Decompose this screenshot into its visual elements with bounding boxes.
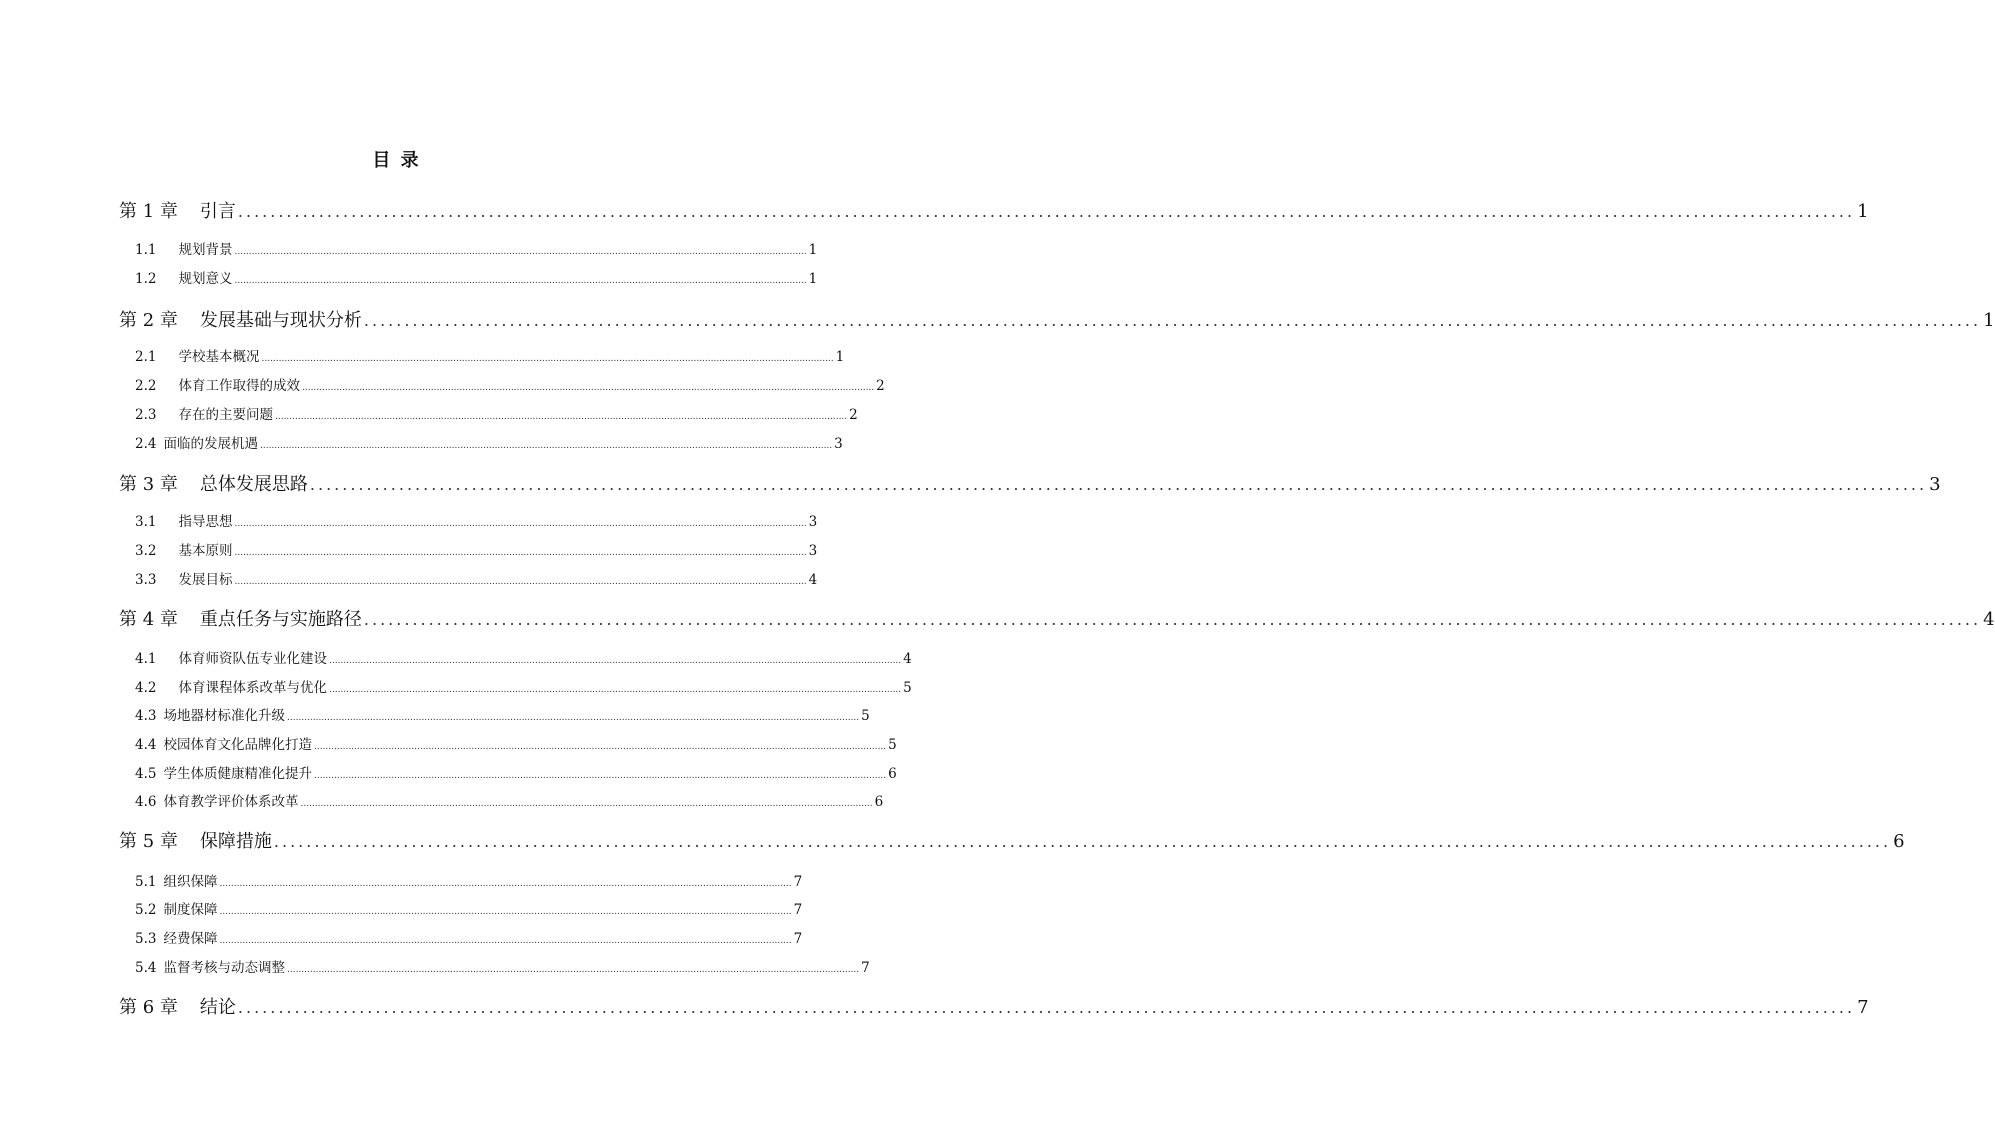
toc-title: 目 录 (372, 150, 421, 171)
toc-entry-page-number: 5 (903, 680, 912, 696)
toc-entry-title: 引言 (199, 201, 236, 222)
toc-entry-page-number: 7 (793, 874, 803, 890)
toc-section-entry[interactable] (135, 374, 885, 394)
toc-chapter-entry[interactable] (119, 470, 1941, 496)
toc-leader-dots: ........................................................................................................................................................................................................ (363, 311, 1982, 330)
toc-entry-number: 第 1 章 (119, 201, 178, 222)
toc-leader-dots: ........................................................................................................................................................................................................ (301, 383, 875, 393)
toc-entry-title: 规划意义 (178, 271, 233, 287)
toc-section-entry[interactable] (135, 432, 843, 452)
toc-section-entry[interactable] (135, 647, 912, 667)
toc-entry-page-number: 4 (1983, 609, 1995, 630)
toc-leader-dots: ........................................................................................................................................................................................................ (363, 610, 1982, 629)
toc-entry-number: 1.2 (135, 271, 157, 287)
toc-entry-page-number: 3 (808, 543, 818, 559)
toc-entry-page-number: 1 (835, 349, 845, 365)
toc-entry-number: 第 4 章 (119, 609, 178, 630)
toc-section-entry[interactable] (135, 539, 818, 559)
toc-entry-title: 校园体育文化品牌化打造 (163, 737, 312, 753)
toc-section-entry[interactable] (135, 403, 858, 423)
toc-leader-dots: ........................................................................................................................................................................................................ (313, 742, 887, 752)
toc-entry-number: 4.5 (135, 766, 157, 782)
toc-chapter-entry[interactable] (119, 197, 1869, 223)
toc-entry-title: 规划背景 (178, 242, 233, 258)
toc-chapter-entry[interactable] (119, 306, 1995, 332)
toc-section-entry[interactable] (135, 676, 912, 696)
toc-entry-number: 4.2 (135, 680, 157, 696)
toc-leader-dots: ........................................................................................................................................................................................................ (274, 412, 848, 422)
toc-entry-title: 学校基本概况 (178, 349, 260, 365)
toc-entry-title: 经费保障 (163, 931, 218, 947)
toc-leader-dots: ........................................................................................................................................................................................................ (237, 998, 1856, 1017)
toc-entry-page-number: 7 (861, 960, 870, 976)
toc-leader-dots: ........................................................................................................................................................................................................ (313, 771, 887, 781)
toc-entry-number: 4.4 (135, 737, 157, 753)
toc-leader-dots: ........................................................................................................................................................................................................ (273, 832, 1892, 851)
toc-entry-page-number: 7 (793, 931, 803, 947)
toc-leader-dots: ........................................................................................................................................................................................................ (234, 519, 807, 529)
toc-entry-title: 体育教学评价体系改革 (163, 794, 299, 810)
toc-section-entry[interactable] (135, 733, 897, 753)
toc-leader-dots: ........................................................................................................................................................................................................ (309, 475, 1928, 494)
toc-entry-page-number: 2 (849, 407, 858, 423)
toc-section-entry[interactable] (135, 568, 818, 588)
toc-chapter-entry[interactable] (119, 993, 1869, 1019)
toc-entry-page-number: 3 (834, 436, 843, 452)
toc-section-entry[interactable] (135, 510, 818, 530)
toc-entry-title: 面临的发展机遇 (163, 436, 258, 452)
toc-entry-number: 第 2 章 (119, 310, 178, 331)
toc-entry-title: 监督考核与动态调整 (163, 960, 285, 976)
toc-section-entry[interactable] (135, 238, 818, 258)
toc-entry-page-number: 1 (1983, 310, 1995, 331)
toc-entry-title: 总体发展思路 (199, 474, 308, 495)
toc-entry-title: 组织保障 (163, 874, 218, 890)
toc-entry-number: 4.6 (135, 794, 157, 810)
toc-entry-page-number: 1 (808, 242, 818, 258)
toc-entry-number: 5.3 (135, 931, 157, 947)
toc-entry-number: 第 6 章 (119, 997, 178, 1018)
toc-section-entry[interactable] (135, 790, 884, 810)
toc-entry-page-number: 2 (876, 378, 885, 394)
toc-leader-dots: ........................................................................................................................................................................................................ (219, 936, 792, 946)
toc-entry-page-number: 3 (808, 514, 818, 530)
toc-leader-dots: ........................................................................................................................................................................................................ (300, 799, 873, 809)
toc-leader-dots: ........................................................................................................................................................................................................ (234, 548, 807, 558)
toc-entry-number: 5.4 (135, 960, 157, 976)
toc-entry-page-number: 4 (808, 572, 818, 588)
toc-leader-dots: ........................................................................................................................................................................................................ (234, 577, 807, 587)
toc-section-entry[interactable] (135, 898, 803, 918)
toc-chapter-entry[interactable] (119, 827, 1905, 853)
toc-section-entry[interactable] (135, 704, 870, 724)
toc-entry-number: 2.3 (135, 407, 157, 423)
toc-entry-title: 存在的主要问题 (178, 407, 273, 423)
toc-entry-page-number: 5 (888, 737, 897, 753)
toc-entry-title: 基本原则 (178, 543, 233, 559)
toc-entry-number: 2.1 (135, 349, 157, 365)
toc-entry-title: 发展基础与现状分析 (199, 310, 362, 331)
toc-leader-dots: ........................................................................................................................................................................................................ (237, 202, 1856, 221)
toc-leader-dots: ........................................................................................................................................................................................................ (328, 685, 902, 695)
toc-entry-title: 重点任务与实施路径 (199, 609, 362, 630)
toc-entry-page-number: 3 (1929, 474, 1941, 495)
toc-entry-page-number: 6 (1893, 831, 1905, 852)
toc-entry-page-number: 7 (793, 902, 803, 918)
toc-entry-title: 结论 (199, 997, 236, 1018)
toc-entry-title: 指导思想 (178, 514, 233, 530)
toc-entry-page-number: 1 (1857, 201, 1869, 222)
toc-leader-dots: ........................................................................................................................................................................................................ (219, 879, 792, 889)
toc-entry-number: 4.1 (135, 651, 157, 667)
toc-entry-number: 第 5 章 (119, 831, 178, 852)
toc-entry-number: 5.2 (135, 902, 157, 918)
toc-entry-number: 3.2 (135, 543, 157, 559)
toc-leader-dots: ........................................................................................................................................................................................................ (286, 965, 860, 975)
toc-leader-dots: ........................................................................................................................................................................................................ (219, 907, 792, 917)
toc-entry-number: 1.1 (135, 242, 157, 258)
toc-entry-title: 体育师资队伍专业化建设 (178, 651, 327, 667)
toc-entry-page-number: 5 (861, 708, 870, 724)
toc-entry-title: 体育课程体系改革与优化 (178, 680, 327, 696)
toc-entry-page-number: 6 (874, 794, 884, 810)
toc-leader-dots: ........................................................................................................................................................................................................ (234, 276, 807, 286)
toc-entry-number: 2.2 (135, 378, 157, 394)
toc-leader-dots: ........................................................................................................................................................................................................ (286, 713, 860, 723)
toc-leader-dots: ........................................................................................................................................................................................................ (259, 441, 833, 451)
toc-entry-page-number: 1 (808, 271, 818, 287)
toc-leader-dots: ........................................................................................................................................................................................................ (261, 354, 834, 364)
toc-section-entry[interactable] (135, 762, 897, 782)
toc-entry-page-number: 7 (1857, 997, 1869, 1018)
toc-entry-title: 场地器材标准化升级 (163, 708, 285, 724)
toc-entry-number: 第 3 章 (119, 474, 178, 495)
toc-entry-number: 3.1 (135, 514, 157, 530)
toc-entry-page-number: 6 (888, 766, 897, 782)
toc-section-entry[interactable] (135, 345, 845, 365)
toc-leader-dots: ........................................................................................................................................................................................................ (234, 247, 807, 257)
toc-entry-number: 2.4 (135, 436, 157, 452)
toc-entry-title: 体育工作取得的成效 (178, 378, 300, 394)
toc-entry-title: 发展目标 (178, 572, 233, 588)
toc-entry-title: 制度保障 (163, 902, 218, 918)
toc-section-entry[interactable] (135, 267, 818, 287)
toc-entry-title: 学生体质健康精准化提升 (163, 766, 312, 782)
toc-entry-number: 4.3 (135, 708, 157, 724)
toc-entry-title: 保障措施 (199, 831, 272, 852)
toc-chapter-entry[interactable] (119, 605, 1995, 631)
toc-entry-page-number: 4 (903, 651, 912, 667)
toc-entry-number: 3.3 (135, 572, 157, 588)
toc-leader-dots: ........................................................................................................................................................................................................ (328, 656, 902, 666)
toc-section-entry[interactable] (135, 870, 803, 890)
toc-entry-number: 5.1 (135, 874, 157, 890)
toc-section-entry[interactable] (135, 956, 870, 976)
toc-section-entry[interactable] (135, 927, 803, 947)
